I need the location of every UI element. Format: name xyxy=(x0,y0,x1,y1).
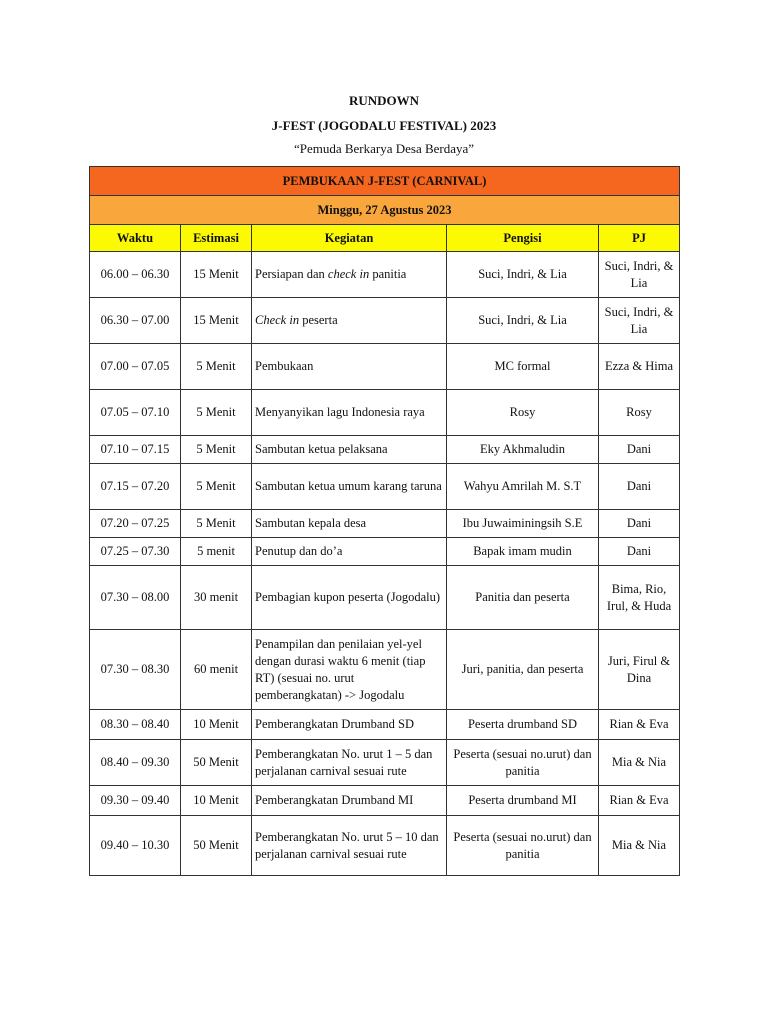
table-row xyxy=(90,298,680,344)
pic-cell: Mia & Nia xyxy=(599,740,680,786)
table-row xyxy=(90,344,680,390)
table-row xyxy=(90,252,680,298)
column-header-pengisi: Pengisi xyxy=(447,225,599,252)
event-name: J-FEST (JOGODALU FESTIVAL) 2023 xyxy=(271,118,497,133)
activity-cell: Menyanyikan lagu Indonesia raya xyxy=(252,390,447,436)
performer-cell: Ibu Juwaiminingsih S.E xyxy=(447,510,599,538)
time-cell: 08.40 – 09.30 xyxy=(90,740,181,786)
performer-cell: Peserta drumband SD xyxy=(447,710,599,740)
activity-cell: Pemberangkatan Drumband SD xyxy=(252,710,447,740)
time-cell: 07.30 – 08.30 xyxy=(90,630,181,710)
document-title: RUNDOWN xyxy=(348,93,420,108)
activity-cell: Sambutan kepala desa xyxy=(252,510,447,538)
performer-cell: Suci, Indri, & Lia xyxy=(447,298,599,344)
pic-cell: Dani xyxy=(599,510,680,538)
pic-cell: Rian & Eva xyxy=(599,786,680,816)
pic-cell: Juri, Firul & Dina xyxy=(599,630,680,710)
performer-cell: Bapak imam mudin xyxy=(447,538,599,566)
pic-cell: Dani xyxy=(599,538,680,566)
time-cell: 09.30 – 09.40 xyxy=(90,786,181,816)
performer-cell: Panitia dan peserta xyxy=(447,566,599,630)
time-cell: 07.25 – 07.30 xyxy=(90,538,181,566)
event-tagline: “Pemuda Berkarya Desa Berdaya” xyxy=(293,141,475,156)
duration-cell: 10 Menit xyxy=(181,786,252,816)
duration-cell: 5 Menit xyxy=(181,510,252,538)
pic-cell: Ezza & Hima xyxy=(599,344,680,390)
performer-cell: MC formal xyxy=(447,344,599,390)
time-cell: 07.05 – 07.10 xyxy=(90,390,181,436)
activity-cell: Sambutan ketua pelaksana xyxy=(252,436,447,464)
duration-cell: 50 Menit xyxy=(181,740,252,786)
event-date: Minggu, 27 Agustus 2023 xyxy=(90,196,680,225)
duration-cell: 5 Menit xyxy=(181,344,252,390)
performer-cell: Rosy xyxy=(447,390,599,436)
performer-cell: Eky Akhmaludin xyxy=(447,436,599,464)
activity-cell xyxy=(252,298,447,344)
activity-cell: Pemberangkatan No. urut 5 – 10 dan perjalanan carnival sesuai rute xyxy=(252,816,447,876)
duration-cell: 5 Menit xyxy=(181,464,252,510)
table-row xyxy=(90,816,680,876)
rundown-table xyxy=(89,166,680,876)
activity-text: peserta xyxy=(299,313,338,327)
performer-cell: Peserta (sesuai no.urut) dan panitia xyxy=(447,816,599,876)
activity-text: panitia xyxy=(369,267,407,281)
duration-cell: 15 Menit xyxy=(181,298,252,344)
rundown-table-body xyxy=(90,167,680,876)
duration-cell: 60 menit xyxy=(181,630,252,710)
table-row xyxy=(90,566,680,630)
table-row xyxy=(90,538,680,566)
pic-cell: Bima, Rio, Irul, & Huda xyxy=(599,566,680,630)
activity-cell: Penutup dan do’a xyxy=(252,538,447,566)
table-row xyxy=(90,436,680,464)
duration-cell: 5 Menit xyxy=(181,390,252,436)
duration-cell: 50 Menit xyxy=(181,816,252,876)
column-header-kegiatan: Kegiatan xyxy=(252,225,447,252)
pic-cell: Suci, Indri, & Lia xyxy=(599,252,680,298)
activity-cell: Pembukaan xyxy=(252,344,447,390)
time-cell: 09.40 – 10.30 xyxy=(90,816,181,876)
duration-cell: 5 Menit xyxy=(181,436,252,464)
time-cell: 07.00 – 07.05 xyxy=(90,344,181,390)
performer-cell: Juri, panitia, dan peserta xyxy=(447,630,599,710)
table-row xyxy=(90,510,680,538)
time-cell: 07.10 – 07.15 xyxy=(90,436,181,464)
pic-cell: Suci, Indri, & Lia xyxy=(599,298,680,344)
activity-cell: Sambutan ketua umum karang taruna xyxy=(252,464,447,510)
performer-cell: Peserta (sesuai no.urut) dan panitia xyxy=(447,740,599,786)
column-header-waktu: Waktu xyxy=(90,225,181,252)
pic-cell: Dani xyxy=(599,436,680,464)
time-cell: 06.30 – 07.00 xyxy=(90,298,181,344)
column-header-row xyxy=(90,225,680,252)
duration-cell: 15 Menit xyxy=(181,252,252,298)
performer-cell: Wahyu Amrilah M. S.T xyxy=(447,464,599,510)
section-title-row xyxy=(90,167,680,196)
activity-cell: Pemberangkatan No. urut 1 – 5 dan perjalanan carnival sesuai rute xyxy=(252,740,447,786)
activity-emphasis: check in xyxy=(327,267,370,281)
duration-cell: 10 Menit xyxy=(181,710,252,740)
activity-emphasis: Check in xyxy=(255,313,300,327)
pic-cell: Rosy xyxy=(599,390,680,436)
performer-cell: Peserta drumband MI xyxy=(447,786,599,816)
activity-text: Persiapan dan xyxy=(255,267,328,281)
duration-cell: 30 menit xyxy=(181,566,252,630)
time-cell: 07.30 – 08.00 xyxy=(90,566,181,630)
table-row xyxy=(90,390,680,436)
activity-cell: Pembagian kupon peserta (Jogodalu) xyxy=(252,566,447,630)
activity-cell: Pemberangkatan Drumband MI xyxy=(252,786,447,816)
time-cell: 06.00 – 06.30 xyxy=(90,252,181,298)
table-row xyxy=(90,740,680,786)
activity-cell: Penampilan dan penilaian yel-yel dengan durasi waktu 6 menit (tiap RT) (sesuai no. urut pemberangkatan) -> Jogodalu xyxy=(252,630,447,710)
performer-cell: Suci, Indri, & Lia xyxy=(447,252,599,298)
table-row xyxy=(90,710,680,740)
time-cell: 08.30 – 08.40 xyxy=(90,710,181,740)
table-row xyxy=(90,786,680,816)
duration-cell: 5 menit xyxy=(181,538,252,566)
column-header-pj: PJ xyxy=(599,225,680,252)
activity-cell xyxy=(252,252,447,298)
date-row xyxy=(90,196,680,225)
time-cell: 07.20 – 07.25 xyxy=(90,510,181,538)
section-title: PEMBUKAAN J-FEST (CARNIVAL) xyxy=(90,167,680,196)
time-cell: 07.15 – 07.20 xyxy=(90,464,181,510)
pic-cell: Rian & Eva xyxy=(599,710,680,740)
table-row xyxy=(90,630,680,710)
column-header-estimasi: Estimasi xyxy=(181,225,252,252)
table-row xyxy=(90,464,680,510)
pic-cell: Dani xyxy=(599,464,680,510)
pic-cell: Mia & Nia xyxy=(599,816,680,876)
